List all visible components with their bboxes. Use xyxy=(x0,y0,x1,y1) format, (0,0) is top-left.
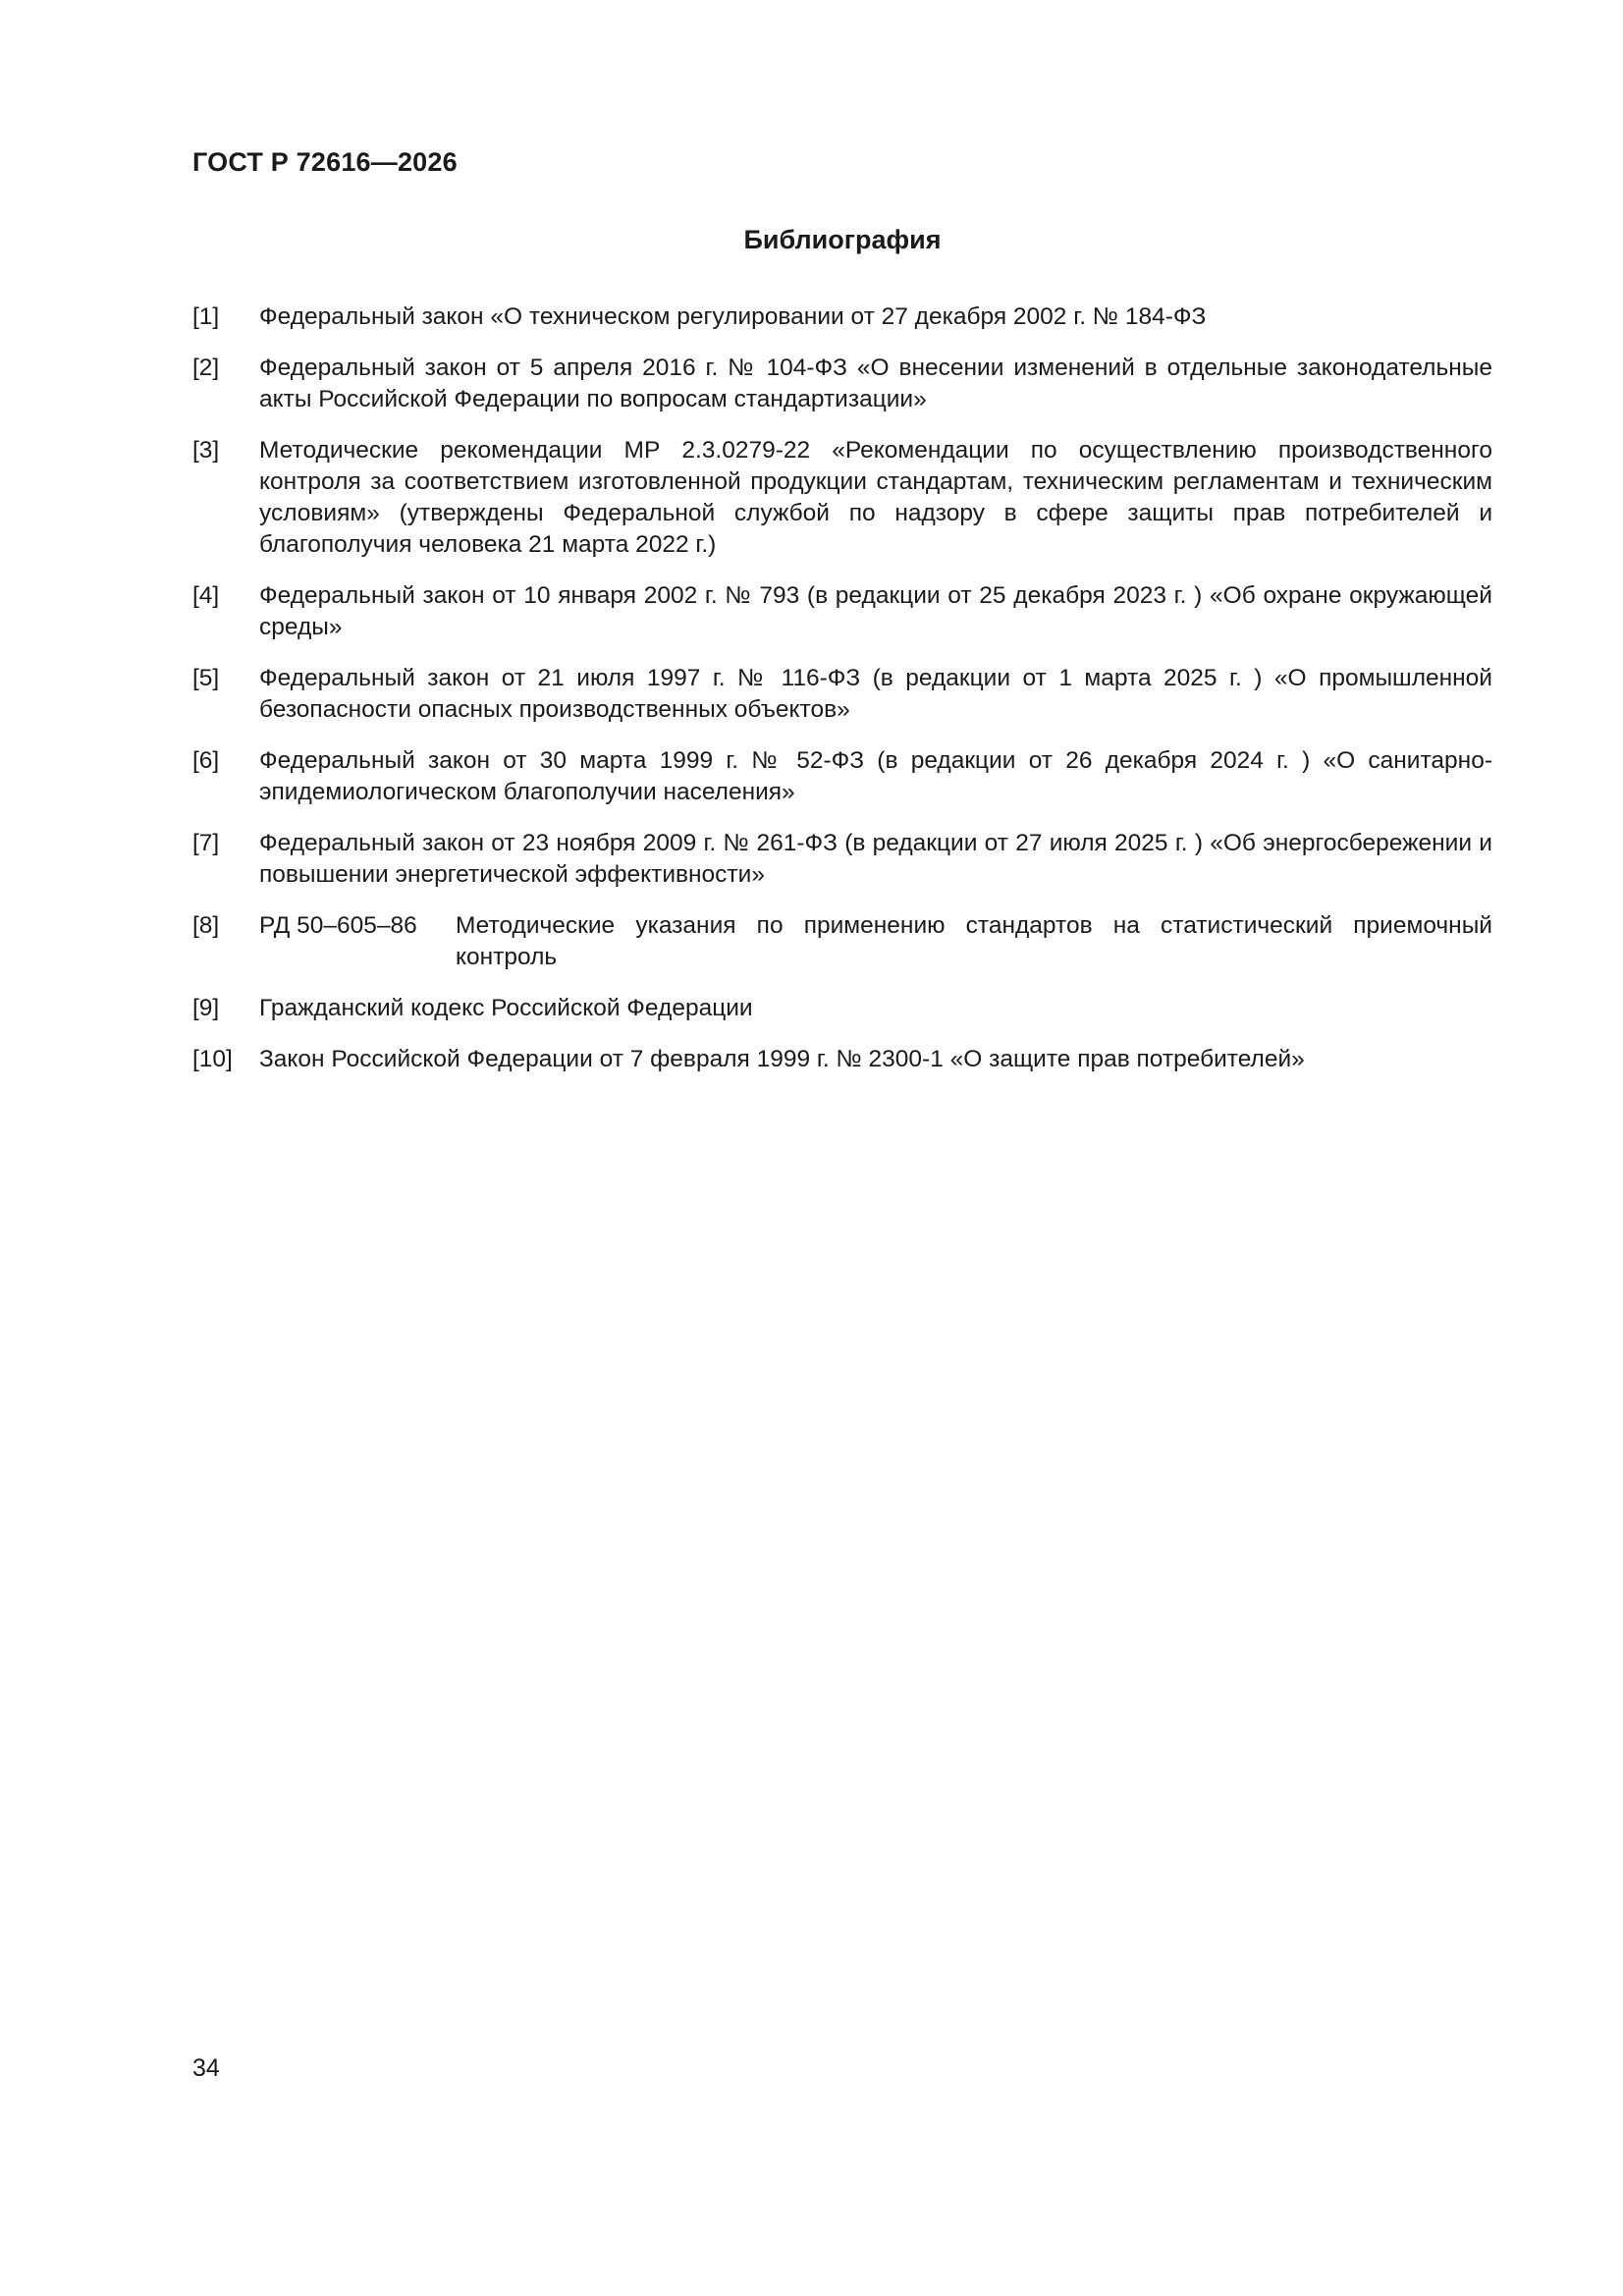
bibliography-entry xyxy=(192,993,1492,1024)
bibliography-entry xyxy=(192,435,1492,561)
entry-number: [9] xyxy=(192,995,220,1021)
entry-number: [6] xyxy=(192,747,220,774)
entry-text: Федеральный закон от 5 апреля 2016 г. № 104-ФЗ «О внесении изменений в отдельные законодательные акты Российской Федерации по вопросам стандартизации» xyxy=(259,355,1492,412)
entry-text: Федеральный закон от 30 марта 1999 г. № 52-ФЗ (в редакции от 26 декабря 2024 г. ) «О санитарно-эпидемиологическом благополучии населения» xyxy=(259,747,1492,805)
entry-number: [10] xyxy=(192,1046,233,1072)
entry-text: Федеральный закон от 23 ноября 2009 г. № 261-ФЗ (в редакции от 27 июля 2025 г. ) «Об энергосбережении и повышении энергетической эффективности» xyxy=(259,830,1492,888)
bibliography-entry xyxy=(192,828,1492,891)
page-number: 34 xyxy=(192,2054,220,2082)
entry-text: Гражданский кодекс Российской Федерации xyxy=(259,995,753,1021)
entry-number: [5] xyxy=(192,665,220,691)
entry-number: [8] xyxy=(192,912,220,939)
entry-number: [2] xyxy=(192,355,220,381)
entry-document-code: РД 50–605–86 xyxy=(259,912,417,939)
entry-number: [1] xyxy=(192,303,220,330)
bibliography-entry xyxy=(192,1044,1492,1075)
entry-text: Федеральный закон от 10 января 2002 г. № 793 (в редакции от 25 декабря 2023 г. ) «Об охране окружающей среды» xyxy=(259,582,1492,640)
entry-text: Методические указания по применению стандартов на статистический приемочный контроль xyxy=(456,912,1492,970)
bibliography-entry xyxy=(192,580,1492,643)
bibliography-entry xyxy=(192,745,1492,808)
entry-text: Методические рекомендации МР 2.3.0279-22 «Рекомендации по осуществлению производственного контроля за соответствием изготовленной продукции стандартам, техническим регламентам и техническим условиям» (утверждены Федеральной службой по надзору в сфере защиты прав потребителей и благополучия человека 21 марта 2022 г.) xyxy=(259,437,1492,558)
entry-number: [4] xyxy=(192,582,220,609)
entry-text: Федеральный закон от 21 июля 1997 г. № 116-ФЗ (в редакции от 1 марта 2025 г. ) «О промышленной безопасности опасных производственных объектов» xyxy=(259,665,1492,723)
bibliography-entry xyxy=(192,301,1492,333)
entry-text: Федеральный закон «О техническом регулировании от 27 декабря 2002 г. № 184-ФЗ xyxy=(259,303,1207,330)
bibliography-list xyxy=(192,301,1492,1095)
section-heading: Библиография xyxy=(743,225,942,254)
entry-text: Закон Российской Федерации от 7 февраля 1999 г. № 2300-1 «О защите прав потребителей» xyxy=(259,1046,1305,1072)
bibliography-entry xyxy=(192,353,1492,415)
bibliography-entry xyxy=(192,663,1492,726)
document-code: ГОСТ Р 72616—2026 xyxy=(192,147,458,177)
entry-number: [7] xyxy=(192,830,220,856)
bibliography-entry xyxy=(192,910,1492,973)
entry-number: [3] xyxy=(192,437,220,464)
